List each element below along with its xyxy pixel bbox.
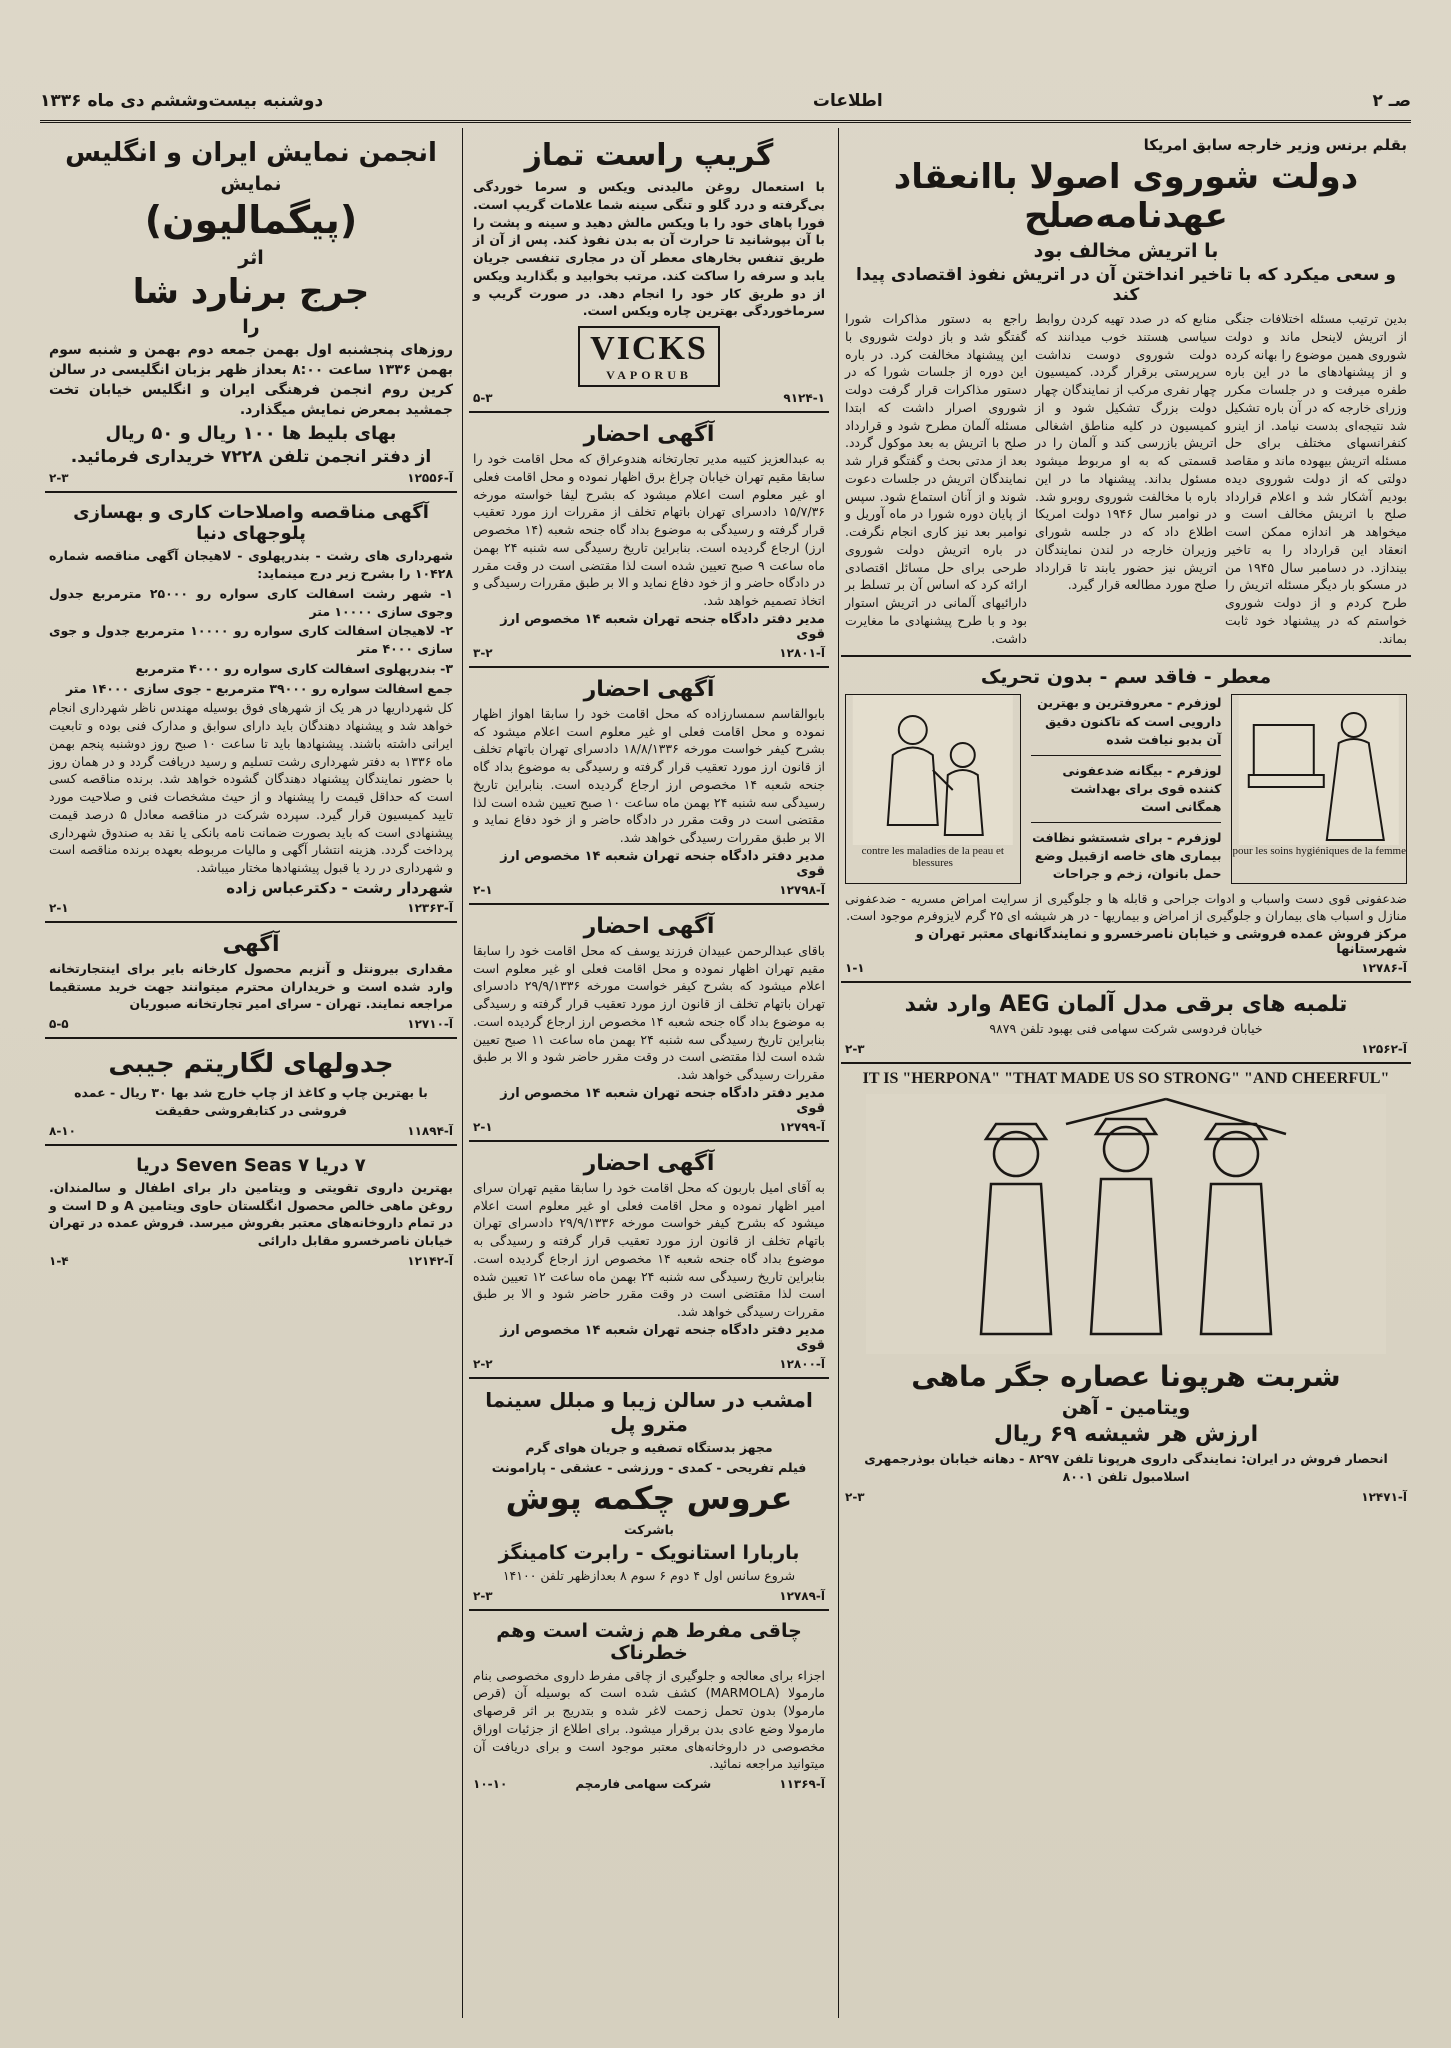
right-column [841, 128, 1411, 1510]
woman-illustration [1232, 695, 1406, 845]
summons-notice [469, 413, 829, 668]
left-column [45, 128, 457, 1274]
slogan-text: "HERPONA" "THAT MADE US SO STRONG" "AND CHEERFUL" [902, 1069, 1390, 1087]
ad-ref [473, 1777, 825, 1791]
article-kicker: بقلم برنس وزیر خارجه سابق امریکا [1143, 136, 1407, 154]
show-times: شروع سانس اول ۴ دوم ۶ سوم ۸ بعدازظهر تلفن ۱۴۱۰۰ [502, 1567, 796, 1583]
ad-ref [49, 1017, 453, 1031]
ad-ref [473, 1120, 825, 1134]
ref-number: ۱۲۸۰۰-آ [779, 1356, 825, 1371]
page-number: صـ ۲ [1372, 91, 1411, 111]
summons-body: به آقای امیل باربون که محل اقامت خود را سابقا مقیم تهران سرای امیر اظهار نموده و محل اقامت فعلی او غیر معلوم است اعلام میشود که بشرح کیفر خواست مورخه ۲۹/۹/۱۳۳۶ دادسرای تهران باتهام تخلف از قانون ارز مورد تعقیب قرار گرفته و رسیدگی به موضوع بداد گاه جنحه شعبه ۱۴ مخصوص ارز ارجاع گردیده است. بنابراین تاریخ رسیدگی سه شنبه ۲۴ بهمن ماه ساعت ۱۲ تعیین شده است لذا مقتضی است در وقت مقرر حاضر شود و الا بر طبق مقررات رسیدگی خواهد شد. [473, 1179, 825, 1319]
ref-code: ۲-۳ [49, 471, 69, 486]
log-tables-body: با بهترین چاپ و کاغذ از چاپ خارج شد بها ۳۰ ریال - عمده فروشی در کتابفروشی حقیقت [74, 1085, 428, 1119]
cast-label: باشرکت [624, 1522, 674, 1538]
summons-notice [469, 668, 829, 905]
marmola-ad [469, 1611, 829, 1798]
ref-number: ۱۲۴۷۱-آ [1361, 1489, 1407, 1504]
ref-number: ۱۲۷۱۰-آ [407, 1017, 453, 1032]
marmola-agent: شرکت سهامی فارمچم [575, 1777, 712, 1792]
play-title: (پیگمالیون) [144, 198, 358, 243]
marmola-title: چاقی مفرط هم زشت است وهم خطرناک [496, 1619, 802, 1664]
article-body [845, 308, 1407, 649]
ref-number: ۱۱۸۹۴-آ [407, 1123, 453, 1138]
ref-code: ۲-۱ [473, 882, 493, 897]
article-deck: و سعی میکرد که با تاخیر انداختن آن در اتریش نفوذ اقتصادی پیدا کند [856, 265, 1396, 306]
ref-code: ۲-۱ [49, 900, 69, 915]
herpona-persian-title: شربت هرپونا عصاره جگر ماهی [911, 1359, 1341, 1393]
notice-title: آگهی [222, 931, 280, 957]
divider [1031, 755, 1222, 756]
middle-column [469, 128, 829, 1797]
lysoform-body: ضدعفونی قوی دست واسباب و ادوات جراحی و قابله ها و جلوگیری از سرایت امراض مسریه - ضدعفونی منازل و اسباب های بیماران و جلوگیری از امراض و بیماریها - در هر شیشه ای ۲۵ گرم لایزوفرم موجود است. [845, 890, 1407, 924]
tender-sign: شهردار رشت - دکترعباس زاده [226, 878, 453, 897]
ref-code: ۲-۳ [845, 1489, 865, 1504]
ref-code: ۱-۱ [845, 961, 865, 976]
cinema-title: امشب در سالن زیبا و مبلل سینما مترو پل [485, 1387, 813, 1436]
ref-code: ۲-۳ [473, 1588, 493, 1603]
article-col-2: منابع که در صدد تهیه کردن روابط سیاسی هستند خوب میدانند که دولت شوروی دوست نداشت سرپرستی برقرار گردد. کمیسیون چهار نفری مرکب از نمایندگان چهار دولت بزرگ تشکیل شود و از کمیسیون در کلیه مناطق اشغالی اتریش بازرسی کند و آلمان را در قسمتی که به او مربوط میشود مسئول بداند. پیشنهاد ما در این باره با مخالفت شوروی روبرو شد. در نوامبر سال ۱۹۴۶ دولت امریکا اطلاع داد که در جلسه شورای وزیران خارجه در لندن نمایندگان اتریش نیز حضور یابند تا قرارداد صلح مورد مطالعه قرار گیرد. [1035, 311, 1217, 593]
vicks-brand: VICKS [590, 330, 708, 367]
summons-notice [469, 905, 829, 1142]
ref-number: ۱۲۱۴۲-آ [407, 1253, 453, 1268]
seven-seas-ad [45, 1146, 457, 1274]
film-cast: باربارا استانویک - رابرت کامینگز [498, 1541, 800, 1564]
aeg-title: تلمبه های برقی مدل آلمان AEG وارد شد [904, 992, 1348, 1018]
tender-item: ۱- شهر رشت اسفالت کاری سواره رو ۲۵۰۰۰ مترمربع جدول وجوی سازی ۱۰۰۰۰ متر [49, 585, 453, 619]
film-title: عروس چکمه پوش [505, 1479, 793, 1518]
ad-ref [473, 883, 825, 897]
cinema-genre: فیلم تفریحی - کمدی - ورزشی - عشقی - پارامونت [491, 1459, 807, 1475]
ad-ref [473, 1589, 825, 1603]
seven-seas-body: بهترین داروی تقویتی و ویتامین دار برای اطفال و سالمندان. روغن ماهی خالص محصول انگلستان حاوی ویتامین A و D است و در تمام داروخانه‌های معتبر بفروش میرسد. فروش عمده در تهران خیابان ناصرخسرو مقابل دارائی [49, 1179, 453, 1249]
ref-code: ۸-۱۰ [49, 1123, 76, 1138]
summons-title: آگهی احضار [583, 913, 715, 939]
vicks-body: با استعمال روغن مالیدنی ویکس و سرما خوردگی بی‌گرفته و درد گلو و تنگی سینه شما علامات گریپ است. فورا پاهای خود را با ویکس مالش دهید و سینه و پشت را با آن بپوشانید تا حرارت آن به بدن نفوذ کند. پس از آن از طریق تنفس بخارهای معطر آن در مجاری تنفسی جریان یابد و سرفه را ساکت کند. مرتب بخوابید و بگذارید ویکس از دو طریق کار خود را انجام دهد. در صورت گریپ و سرماخوردگی بهترین چاره ویکس است. [473, 179, 825, 319]
header-rule [40, 120, 1411, 123]
ref-number: ۱۲۷۹۹-آ [779, 1119, 825, 1134]
ref-code: ۲-۲ [473, 1356, 493, 1371]
article-col-3: راجع به دستور مذاکرات شورا گفتگو شد و باز دولت شوروی با این پیشنهاد مخالفت کرد. در باره این دوره از جلسات شورا که در دستور مذاکرات قرار گرفت دولت شوروی اصرار داشت که ابتدا مسئله آلمان مطرح شود و قرارداد صلح با اتریش به بعد موکول گردد. بعد از مدتی بحث و گفتگو قرار شد نمایندگان اتریش در جلسات دعوت شوند و از آنان استماع شود. سپس از پایان دوره شورا در ماه آوریل و نوامبر بعد نیز کاری انجام نگرفت. در باره اتریش دولت شوروی طرحی برای حل مسائل اقتصادی ارائه کرد که اساس آن بر تسلط بر دارائیهای آلمانی در اتریش استوار بود و با طرح پیشنهادی ما مغایرت داشت. [845, 311, 1027, 646]
vicks-logo-wrap [473, 326, 825, 387]
summons-body: به عبدالعزیز کتیبه مدیر تجارتخانه هندوعراق که محل اقامت خود را سابقا مقیم تهران خیابان چراغ برق اظهار نموده و محل اقامت فعلی او غیر معلوم است اعلام میشود که بشرح لیفا خواسته مورخه ۱۵/۷/۳۶ دادسرای تهران باتهام تخلف از مقررات ارز مورد تعقیب قرار گرفته و رسیدگی به موضوع بداد گاه جنحه شعبه (۱۴ مخصوص ارز) ارجاع گردیده است. بنابراین تاریخ رسیدگی سه شنبه ۲۴ بهمن ماه ساعت ۹ صبح تعیین شده است لذا مقتضی است در وقت مقرر در دادگاه حاضر و از خود دفاع نماید و الا بر طبق مقررات رسیدگی و اتخاذ تصمیم خواهد شد. [473, 451, 826, 608]
vicks-logo [578, 326, 720, 387]
ad-ref [49, 471, 453, 485]
lysoform-agency: مرکز فروش عمده فروشی و خیابان ناصرخسرو و نمایندگانهای معتبر تهران و شهرستانها [915, 927, 1407, 958]
doctor-illustration [846, 695, 1020, 845]
marmola-body: اجزاء برای معالجه و جلوگیری از چاقی مفرط داروی مخصوصی بنام مارمولا (MARMOLA) کشف شده است که بوسیله آن (قرص مارمولا) بدون تحمل زحمت لاغر شده و بتدریج بر اثر قرصهای مارمولا وضع عادی بدن برقرار میشود. برای اطلاع از جزئیات اوراق مخصوصی در داروخانه‌های معتبر موجود است و برای دریافت آن میتوانید مراجعه نمائید. [473, 1667, 825, 1772]
ad-ref [49, 1124, 453, 1138]
herpona-ad [841, 1064, 1411, 1510]
column-divider [462, 128, 463, 2018]
tender-title: آگهی مناقصه واصلاحات کاری و بهسازی پلوجهای دنیا [73, 502, 429, 545]
lead-article [841, 128, 1411, 657]
figure-left [845, 694, 1021, 883]
ad-ref [49, 1254, 453, 1268]
aeg-body: خیابان فردوسی شرکت سهامی فنی بهبود تلفن ۹۸۷۹ [989, 1021, 1263, 1037]
log-tables-ad [45, 1039, 457, 1146]
lysoform-line: لوزفرم - بیگانه ضدعفونی کننده قوی برای بهداشت همگانی است [1062, 762, 1222, 815]
ref-code: ۲-۳ [845, 1041, 865, 1056]
pygmalion-body: روزهای پنجشنبه اول بهمن جمعه دوم بهمن و شنبه سوم بهمن ۱۳۳۶ ساعت ۸:۰۰ بعداز ظهر بزبان انگلیسی در سالن کرین روم انجمن فرهنگی ایران و انگلیس خیابان تخت جمشید بمعرض نمایش میگذارد. [49, 341, 454, 418]
ref-number: ۱۱۳۶۹-آ [779, 1777, 825, 1792]
notice-body: مقداری بیرونتل و آنزیم محصول کارخانه بایر برای اینتجارتخانه وارد شده است و خریداران محترم میتوانند جهت خرید مستقیما مراجعه نمایند. تهران - سرای امیر تجارتخانه صبوریان [49, 960, 453, 1012]
slogan-prefix: IT IS [862, 1069, 899, 1087]
summons-body: بابوالقاسم سمسارزاده که محل اقامت خود را سابقا اهواز اظهار نموده و محل اقامت فعلی او غیر معلوم است اعلام میشود که بشرح کیفر خواست مورخه ۱۸/۸/۱۳۳۶ دادسرای تهران باتهام تخلف از قانون ارز مورد تعقیب قرار گرفته و رسیدگی به موضوع بداد گاه جنحه شعبه ۱۴ مخصوص ارز ارجاع گردیده است. بنابراین تاریخ رسیدگی سه شنبه ۲۴ بهمن ماه ساعت ۱۰ صبح تعیین شده است لذا مقتضی است در وقت مقرر در دادگاه حاضر و از خود دفاع نماید و الا بر طبق مقررات رسیدگی خواهد شد. [473, 705, 825, 845]
ref-code: ۲-۱ [473, 1119, 493, 1134]
ref-code: ۳-۲ [473, 645, 493, 660]
tender-intro: شهرداری های رشت - بندرپهلوی - لاهیجان آگهی مناقصه شماره ۱۰۴۲۸ را بشرح زیر درج مینماید: [49, 548, 453, 582]
ref-number: ۱۲۳۶۳-آ [407, 900, 453, 915]
vicks-ad [469, 128, 829, 413]
log-tables-title: جدولهای لگاریتم جیبی [108, 1049, 394, 1080]
ref-number: ۱۲۵۵۶-آ [407, 471, 453, 486]
aeg-ad [841, 983, 1411, 1064]
ad-ref [473, 1357, 825, 1371]
pygmalion-ad [45, 128, 457, 493]
herpona-price: ارزش هر شیشه ۶۹ ریال [993, 1422, 1259, 1448]
ref-number: ۱۲۵۶۲-آ [1361, 1041, 1407, 1056]
caption-right: pour les soins hygiéniques de la femme [1232, 845, 1406, 858]
playwright-name: جرج برنارد شا [132, 271, 370, 312]
summons-sign: مدیر دفتر دادگاه جنحه تهران شعبه ۱۴ مخصوص ارز قوی [500, 1085, 825, 1116]
article-col-1: بدین ترتیب مسئله اختلافات جنگی از اتریش لاینحل ماند و دولت شوروی همین موضوع را بهانه کرده و از پیشنهادهای ما در این باره طفره میرفت و در جلسات مکرر وزرای خارجه که در آن باره تشکیل شد نتیجه‌ای بدست نیامد. از اینرو کنفرانسهای مختلف برای حل مسئله اتریش بیهوده ماند و مقاصد دولتی که از دولت شوروی دیده بودیم آشکار شد و اعلام قرارداد صلح با اتریش مخالف است و میخواهد هر اندازه ممکن است انعقاد این قرارداد را به تاخیر بیندازد. در دسامبر سال ۱۹۴۵ من در مسکو بار دیگر مسئله اتریش را طرح کردم و از دولت شوروی خواستم که در پیشنهاد خود ثابت بماند. [1225, 311, 1407, 646]
ad-ref [845, 1042, 1407, 1056]
herpona-slogan [845, 1070, 1407, 1088]
summons-title: آگهی احضار [583, 422, 715, 447]
summons-notice [469, 1142, 829, 1379]
pygmalion-line: اثر [238, 246, 264, 269]
page-header [40, 86, 1411, 116]
tender-item: ۳- بندرپهلوی اسفالت کاری سواره رو ۴۰۰۰ مترمربع [135, 660, 453, 676]
ticket-sale: از دفتر انجمن تلفن ۷۲۲۸ خریداری فرمائید. [70, 447, 432, 468]
ref-number: ۹۱۲۴-۱ [783, 391, 825, 405]
three-musketeers-illustration [866, 1094, 1386, 1354]
ref-code: ۱-۴ [49, 1253, 69, 1268]
vicks-brand-sub: VAPORUB [606, 368, 692, 382]
ref-code: ۵-۳ [473, 391, 493, 405]
pygmalion-line: نمایش [220, 173, 282, 196]
ref-code: ۵-۵ [49, 1017, 69, 1032]
ad-ref [49, 901, 453, 915]
figure-right [1231, 694, 1407, 883]
pygmalion-line: را [242, 315, 260, 338]
summons-sign: مدیر دفتر دادگاه جنحه تهران شعبه ۱۴ مخصوص ارز قوی [500, 611, 825, 642]
summons-sign: مدیر دفتر دادگاه جنحه تهران شعبه ۱۴ مخصوص ارز قوی [500, 848, 825, 879]
ref-number: ۱۲۸۰۱-آ [779, 645, 825, 660]
summons-sign: مدیر دفتر دادگاه جنحه تهران شعبه ۱۴ مخصوص ارز قوی [500, 1322, 825, 1353]
caption-left: contre les maladies de la peau et blessures [861, 845, 1004, 870]
pygmalion-line: انجمن نمایش ایران و انگلیس [65, 138, 437, 168]
article-headline: دولت شوروی اصولا باانعقاد عهدنامه‌صلح [893, 157, 1359, 237]
article-subhead: با اتریش مخالف بود [1033, 240, 1219, 263]
ref-number: ۱۲۷۸۶-آ [1361, 961, 1407, 976]
ad-ref [845, 961, 1407, 975]
column-divider [838, 128, 839, 2018]
lysoform-ad [841, 657, 1411, 983]
seven-seas-title: ۷ دریا Seven Seas ۷ دریا [136, 1154, 366, 1176]
ad-ref [473, 391, 825, 405]
lysoform-title: معطر - فاقد سم - بدون تحریک [980, 666, 1272, 689]
herpona-agent: انحصار فروش در ایران: نمایندگی داروی هرپونا تلفن ۸۲۹۷ - دهانه خیابان بوذرجمهری اسلامبول تلفن ۸۰۰۱ [864, 1451, 1388, 1485]
ref-number: ۱۲۷۸۹-آ [779, 1588, 825, 1603]
lysoform-line: لوزفرم - برای شستشو نظافت بیماری های خاصه ازقبیل وضع حمل بانوان، زخم و جراحات [1032, 830, 1222, 882]
lysoform-line: لوزفرم - معروفترین و بهترین دارویی است که تاکنون دقیق آن بدبو نیافت شده [1037, 695, 1222, 747]
ref-number: ۱۲۷۹۸-آ [779, 882, 825, 897]
summons-body: باقای عبدالرحمن عبیدان فرزند یوسف که محل اقامت خود را سابقا مقیم تهران اظهار نموده و محل اقامت فعلی او غیر معلوم است اعلام میشود که بشرح کیفر خواست مورخه ۲۹/۹/۱۳۳۶ دادسرای تهران باتهام تخلف از قانون ارز مورد تعقیب قرار گرفته و رسیدگی به موضوع بداد گاه جنحه شعبه ۱۴ مخصوص ارز ارجاع گردیده است. بنابراین تاریخ رسیدگی سه شنبه ۲۴ بهمن ماه ساعت ۱۱ صبح تعیین شده است لذا مقتضی است در وقت مقرر حاضر شود و الا بر طبق مقررات رسیدگی خواهد شد. [473, 942, 825, 1082]
ad-ref [845, 1490, 1407, 1504]
cinema-ad [469, 1379, 829, 1611]
divider [1031, 822, 1222, 823]
summons-title: آگهی احضار [583, 1150, 715, 1176]
vicks-title: گریپ راست تماز [524, 138, 774, 173]
tender-body: کل شهرداریها در هر یک از شهرهای فوق بوسیله مهندس ناظر شهرداری انجام خواهد شد و پیشنهاد دهندگان باید دارای سوابق و مدارک فنی بوده و تابعیت ایرانی داشته باشند. پیشنهادها باید تا ساعت ۱۰ صبح روز دوشنبه پنجم بهمن ماه ۱۳۳۶ به دفتر شهرداری رشت تسلیم و رسید دریافت گردد و در همان روز با حضور نمایندگان پیشنهاد دهندگان گشوده خواهد شد. برنده مناقصه کسی است که حداقل قیمت را پیشنهاد و از حیث مشخصات فنی و صلاحیت مورد تایید کمیسیون قرار گیرد. سپرده شرکت در مناقصه معادل ۵ درصد قیمت پیشنهادی است که باید بصورت ضمانت نامه بانکی یا نقد به صندوق شهرداری پرداخت گردد. هزینه انتشار آگهی و مالیات مربوطه بعهده برنده مناقصه است و شهرداری در رد یا قبول پیشنهادها مختار میباشد. [49, 700, 454, 876]
cinema-sub: مجهز بدستگاه تصفیه و جریان هوای گرم [525, 1439, 773, 1455]
summons-title: آگهی احضار [583, 676, 715, 702]
tender-notice [45, 493, 457, 923]
tender-item: جمع اسفالت سواره رو ۳۹۰۰۰ مترمربع - جوی سازی ۱۴۰۰۰ متر [65, 680, 453, 696]
herpona-sub: ویتامین - آهن [1061, 1397, 1191, 1420]
ad-ref [473, 646, 825, 660]
general-notice [45, 923, 457, 1039]
paper-name: اطلاعات [812, 91, 883, 111]
lysoform-lines [1031, 694, 1222, 883]
ref-code: ۱۰-۱۰ [473, 1777, 508, 1792]
tender-item: ۲- لاهیجان اسفالت کاری سواره رو ۱۰۰۰۰ مترمربع جدول و جوی سازی ۴۰۰۰ متر [49, 623, 453, 657]
ticket-price: بهای بلیط ها ۱۰۰ ریال و ۵۰ ریال [105, 423, 397, 445]
lysoform-figures [845, 694, 1407, 883]
issue-date: دوشنبه بیست‌وششم دی ماه ۱۳۳۶ [40, 91, 324, 111]
